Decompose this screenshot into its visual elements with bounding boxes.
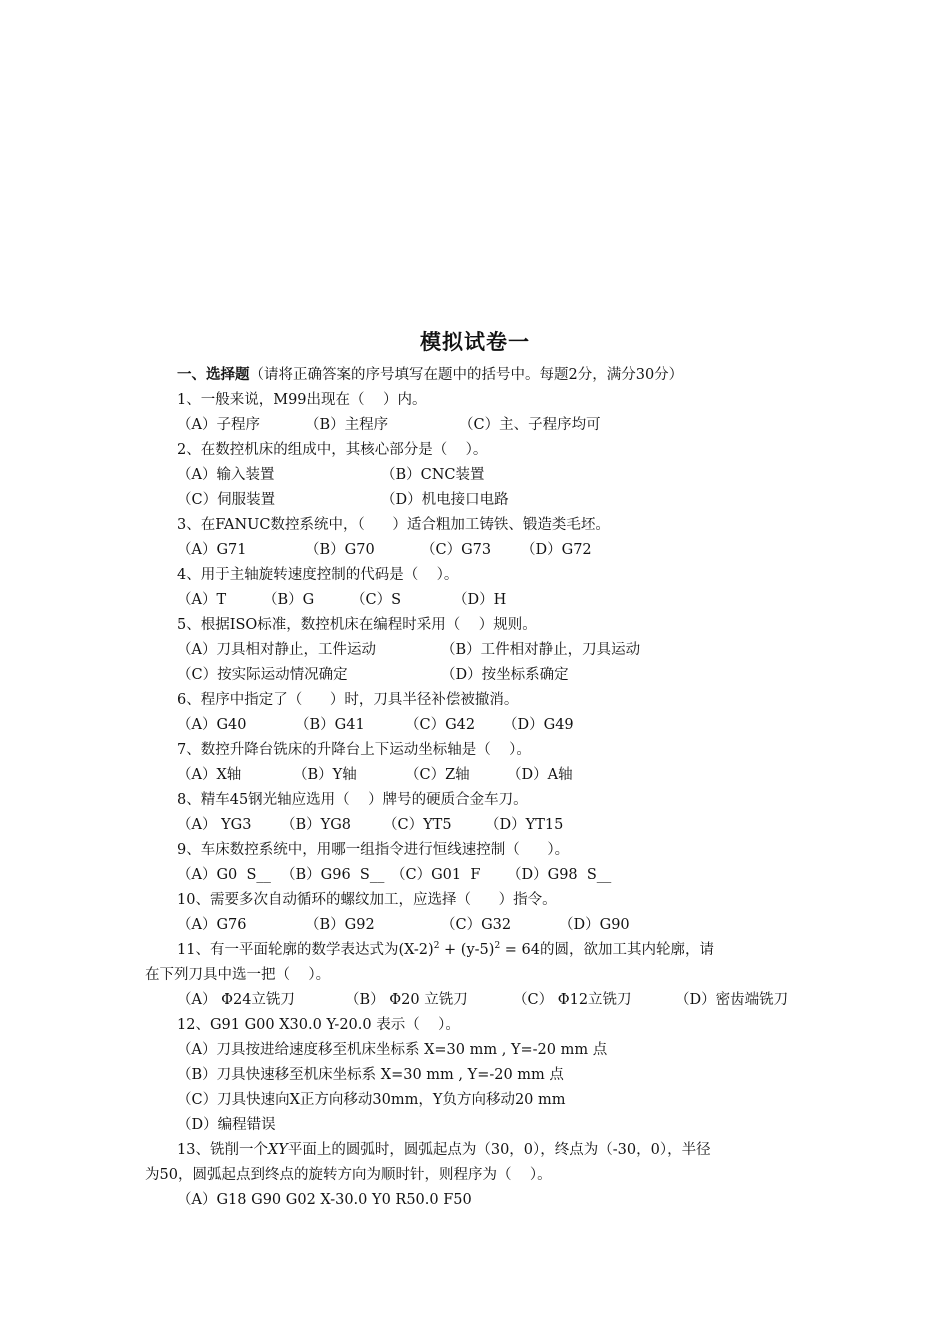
question-stem: 5、根据ISO标准，数控机床在编程时采用（ ）规则。 [177,617,537,633]
option: （C）G42 [405,717,476,733]
option: （B）主程序 [305,417,389,433]
option: （C）YT5 [383,817,452,833]
option: （A）T [177,592,227,608]
question-stem [145,938,815,963]
option: （D）G98 S__ [507,867,612,883]
option: （C）主、子程序均可 [459,417,601,433]
stem-part: 11、有一平面轮廓的数学表达式为(X-2) [177,942,434,958]
option: （A）G0 S__ [177,867,271,883]
option: （B）G92 [305,917,375,933]
option: （A）G40 [177,717,247,733]
option-row [145,863,815,888]
option: （D）密齿端铣刀 [675,992,789,1008]
option: （C）G01 F [391,867,481,883]
option-row [145,763,815,788]
section-heading [145,363,815,388]
question-stem-continued: 为50，圆弧起点到终点的旋转方向为顺时针，则程序为（ ）。 [145,1167,552,1183]
option: （C） Φ12立铣刀 [513,992,632,1008]
stem-part: 13、铣削一个 [177,1142,268,1158]
stem-part: = 64的圆，欲加工其内轮廓，请 [500,942,714,958]
option: （A）X轴 [177,767,242,783]
option-row [145,988,815,1013]
exponent: 2 [494,941,501,952]
question-stem: 6、程序中指定了（ ）时，刀具半径补偿被撤消。 [177,692,519,708]
option: （C）G32 [441,917,512,933]
stem-italic: XY [267,1142,288,1158]
option: （A）子程序 [177,417,260,433]
question-stem: 4、用于主轴旋转速度控制的代码是（ ）。 [177,567,459,583]
option: （B） Φ20 立铣刀 [345,992,468,1008]
option-row: （C）刀具快速向X正方向移动30mm，Y负方向移动20 mm [177,1092,566,1108]
option: （B）YG8 [281,817,352,833]
question-stem: 7、数控升降台铣床的升降台上下运动坐标轴是（ ）。 [177,742,531,758]
question-stem: 10、需要多次自动循环的螺纹加工，应选择（ ）指令。 [177,892,557,908]
question-list [145,363,815,1213]
option: （A）G71 [177,542,247,558]
option: （B）Y轴 [293,767,357,783]
question-stem: 3、在FANUC数控系统中，（ ）适合粗加工铸铁、锻造类毛坯。 [177,517,610,533]
stem-part: + (y-5) [439,942,495,958]
option: （C）S [351,592,402,608]
option: （C）G73 [421,542,492,558]
option-row [145,638,815,663]
option: （D）A轴 [507,767,573,783]
option-row: （A）G18 G90 G02 X-30.0 Y0 R50.0 F50 [177,1192,472,1208]
option: （D）按坐标系确定 [441,667,569,683]
option: （D）G49 [503,717,574,733]
option: （B）工件相对静止，刀具运动 [441,642,641,658]
option-row [145,713,815,738]
option-row [145,813,815,838]
section-instruction: （请将正确答案的序号填写在题中的括号中。每题2分，满分30分） [249,367,684,383]
question-stem-continued: 在下列刀具中选一把（ ）。 [145,967,331,983]
exponent: 2 [433,941,440,952]
option-row [145,663,815,688]
option: （A）G76 [177,917,247,933]
question-stem [145,1138,815,1163]
option-row [145,588,815,613]
option-row: （B）刀具快速移至机床坐标系 X=30 mm , Y=-20 mm 点 [177,1067,564,1083]
option-row: （A）刀具按进给速度移至机床坐标系 X=30 mm , Y=-20 mm 点 [177,1042,608,1058]
page-title: 模拟试卷一 [420,330,530,354]
option: （B）G41 [295,717,365,733]
question-stem: 9、车床数控系统中，用哪一组指令进行恒线速控制（ ）。 [177,842,570,858]
option-row [145,488,815,513]
option: （C）伺服装置 [177,492,276,508]
option: （D）YT15 [485,817,564,833]
option: （A）刀具相对静止，工件运动 [177,642,376,658]
option: （B）G [263,592,315,608]
option: （D）机电接口电路 [381,492,509,508]
option: （B）G96 S__ [281,867,385,883]
option: （D）G72 [521,542,592,558]
option-row [145,413,815,438]
option: （D）H [453,592,507,608]
question-stem: 8、精车45钢光轴应选用（ ）牌号的硬质合金车刀。 [177,792,528,808]
option-row: （D）编程错误 [177,1117,276,1133]
option: （C）按实际运动情况确定 [177,667,348,683]
option: （D）G90 [559,917,630,933]
section-heading-label: 一、选择题 [177,367,250,383]
option-row [145,538,815,563]
option: （A） YG3 [177,817,252,833]
question-stem: 2、在数控机床的组成中，其核心部分是（ ）。 [177,442,488,458]
question-stem: 12、G91 G00 X30.0 Y-20.0 表示（ ）。 [177,1017,460,1033]
option: （A）输入装置 [177,467,275,483]
option: （A） Φ24立铣刀 [177,992,295,1008]
option: （B）CNC装置 [381,467,485,483]
stem-part: 平面上的圆弧时，圆弧起点为（30，0），终点为（-30，0），半径 [287,1142,711,1158]
option-row [145,463,815,488]
option: （B）G70 [305,542,375,558]
option-row [145,913,815,938]
question-stem: 1、一般来说，M99出现在（ ）内。 [177,392,427,408]
option: （C）Z轴 [405,767,470,783]
